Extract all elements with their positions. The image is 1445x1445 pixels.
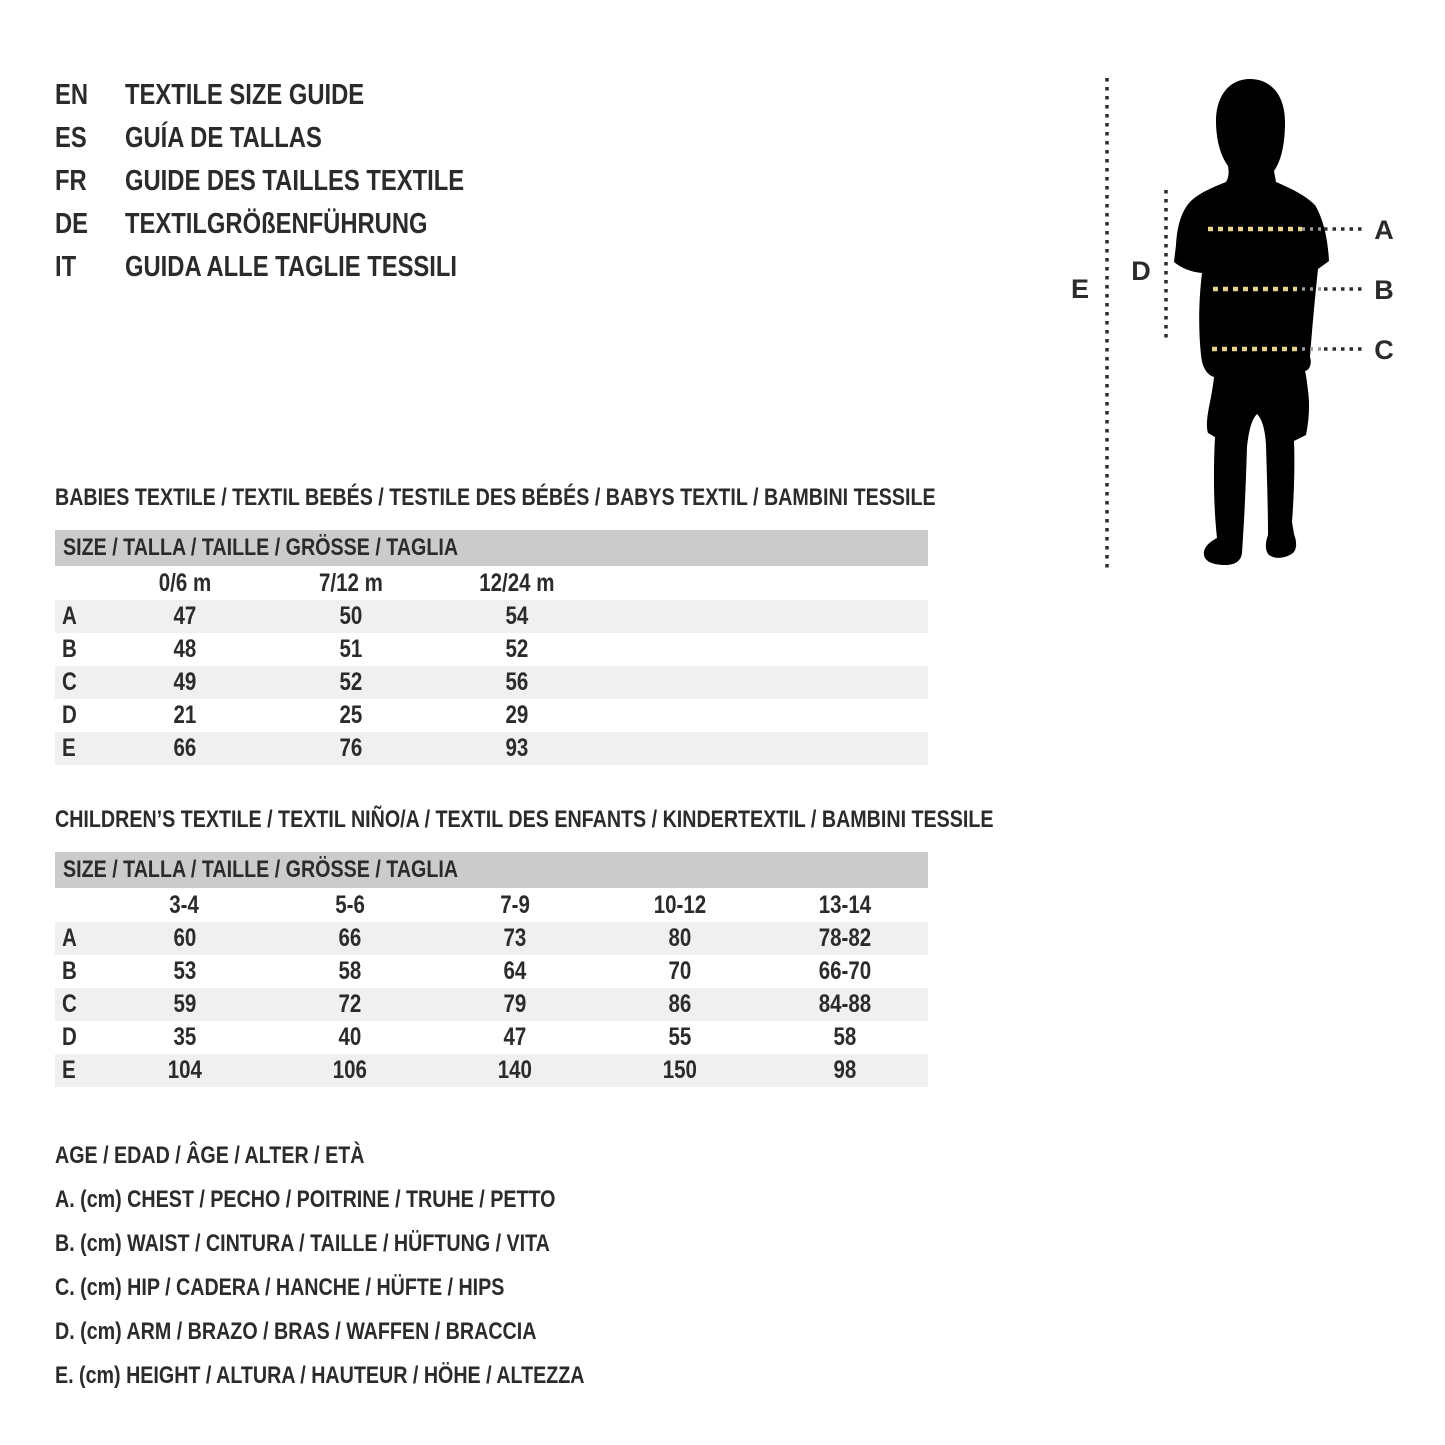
table-cell: 29 bbox=[505, 701, 529, 729]
row-label: B bbox=[62, 957, 77, 985]
table-row-d bbox=[55, 1021, 928, 1054]
page-title-es: GUÍA DE TALLAS bbox=[125, 122, 322, 154]
language-code: EN bbox=[55, 79, 89, 111]
table-cell: 54 bbox=[505, 602, 529, 630]
table-cell: 73 bbox=[503, 924, 527, 952]
babies-size-table bbox=[55, 530, 928, 765]
row-label: C bbox=[62, 990, 77, 1018]
table-cell: 66 bbox=[173, 734, 197, 762]
legend-item-hip: C. (cm) HIP / CADERA / HANCHE / HÜFTE / HIPS bbox=[55, 1274, 505, 1301]
table-cell: 58 bbox=[338, 957, 362, 985]
table-cell: 78-82 bbox=[819, 924, 872, 952]
row-label: C bbox=[62, 668, 77, 696]
figure-label-a: A bbox=[1374, 215, 1394, 245]
column-header: 7/12 m bbox=[319, 568, 383, 597]
page-title-en: TEXTILE SIZE GUIDE bbox=[125, 79, 365, 111]
language-row-de bbox=[55, 203, 539, 246]
table-cell: 66-70 bbox=[819, 957, 872, 985]
legend-item-height: E. (cm) HEIGHT / ALTURA / HAUTEUR / HÖHE / ALTEZZA bbox=[55, 1362, 585, 1389]
table-cell: 52 bbox=[339, 668, 363, 696]
legend-item-waist: B. (cm) WAIST / CINTURA / TAILLE / HÜFTUNG / VITA bbox=[55, 1230, 550, 1257]
legend-age-line: AGE / EDAD / ÂGE / ALTER / ETÀ bbox=[55, 1142, 365, 1169]
language-row-it bbox=[55, 246, 539, 289]
table-cell: 106 bbox=[332, 1056, 367, 1084]
table-cell: 58 bbox=[833, 1023, 857, 1051]
table-cell: 50 bbox=[339, 602, 363, 630]
language-row-fr bbox=[55, 160, 539, 203]
row-label: A bbox=[62, 924, 77, 952]
table-cell: 55 bbox=[668, 1023, 692, 1051]
page-title-it: GUIDA ALLE TAGLIE TESSILI bbox=[125, 251, 458, 283]
table-cell: 84-88 bbox=[819, 990, 872, 1018]
figure-label-b: B bbox=[1374, 275, 1394, 305]
table-row-e bbox=[55, 1054, 928, 1087]
column-header: 7-9 bbox=[500, 890, 530, 919]
table-row-d bbox=[55, 699, 928, 732]
table-cell: 64 bbox=[503, 957, 527, 985]
table-cell: 21 bbox=[173, 701, 197, 729]
table-row-b bbox=[55, 955, 928, 988]
table-cell: 56 bbox=[505, 668, 529, 696]
table-cell: 66 bbox=[338, 924, 362, 952]
legend-item-chest: A. (cm) CHEST / PECHO / POITRINE / TRUHE / PETTO bbox=[55, 1186, 556, 1213]
figure-label-c: C bbox=[1374, 335, 1394, 365]
table-row-c bbox=[55, 666, 928, 699]
language-code: ES bbox=[55, 122, 87, 154]
language-row-es bbox=[55, 117, 539, 160]
babies-column-header-row bbox=[55, 566, 928, 600]
table-cell: 70 bbox=[668, 957, 692, 985]
measurement-figure bbox=[1040, 60, 1445, 600]
children-section-title: CHILDREN’S TEXTILE / TEXTIL NIÑO/A / TEXTIL DES ENFANTS / KINDERTEXTIL / BAMBINI TESSILE bbox=[55, 806, 994, 833]
table-cell: 104 bbox=[167, 1056, 202, 1084]
table-cell: 86 bbox=[668, 990, 692, 1018]
row-label: A bbox=[62, 602, 77, 630]
column-header: 3-4 bbox=[169, 890, 200, 919]
row-label: D bbox=[62, 701, 77, 729]
table-cell: 51 bbox=[339, 635, 363, 663]
babies-section-title: BABIES TEXTILE / TEXTIL BEBÉS / TESTILE DES BÉBÉS / BABYS TEXTIL / BAMBINI TESSILE bbox=[55, 484, 936, 511]
page-title-fr: GUIDE DES TAILLES TEXTILE bbox=[125, 165, 465, 197]
row-label: E bbox=[62, 1056, 76, 1084]
table-row-c bbox=[55, 988, 928, 1021]
language-code: IT bbox=[55, 251, 77, 283]
column-header: 5-6 bbox=[334, 890, 365, 919]
table-cell: 47 bbox=[173, 602, 197, 630]
table-cell: 49 bbox=[173, 668, 197, 696]
table-row-a bbox=[55, 922, 928, 955]
figure-label-e: E bbox=[1070, 274, 1090, 304]
page-title-de: TEXTILGRÖßENFÜHRUNG bbox=[125, 208, 428, 240]
table-cell: 60 bbox=[173, 924, 196, 952]
measurement-legend bbox=[55, 1134, 701, 1398]
table-cell: 79 bbox=[503, 990, 527, 1018]
table-cell: 52 bbox=[505, 635, 529, 663]
table-cell: 98 bbox=[833, 1056, 857, 1084]
table-cell: 59 bbox=[173, 990, 196, 1018]
table-row-b bbox=[55, 633, 928, 666]
column-header: 13-14 bbox=[819, 890, 872, 919]
table-cell: 140 bbox=[497, 1056, 532, 1084]
table-cell: 76 bbox=[339, 734, 363, 762]
table-cell: 40 bbox=[338, 1023, 362, 1051]
language-code: FR bbox=[55, 165, 87, 197]
column-header: 0/6 m bbox=[158, 568, 212, 597]
language-row-en bbox=[55, 74, 539, 117]
table-cell: 48 bbox=[173, 635, 197, 663]
row-label: B bbox=[62, 635, 77, 663]
table-cell: 80 bbox=[668, 924, 692, 952]
child-silhouette-image bbox=[1174, 79, 1329, 565]
language-code: DE bbox=[55, 208, 89, 240]
size-header-text: SIZE / TALLA / TAILLE / GRÖSSE / TAGLIA bbox=[63, 534, 459, 561]
legend-item-arm: D. (cm) ARM / BRAZO / BRAS / WAFFEN / BRACCIA bbox=[55, 1318, 537, 1345]
table-row-e bbox=[55, 732, 928, 765]
table-row-a bbox=[55, 600, 928, 633]
figure-label-d: D bbox=[1131, 256, 1151, 286]
size-header-text: SIZE / TALLA / TAILLE / GRÖSSE / TAGLIA bbox=[63, 856, 459, 883]
table-cell: 93 bbox=[505, 734, 529, 762]
children-column-header-row bbox=[55, 888, 928, 922]
row-label: D bbox=[62, 1023, 77, 1051]
table-cell: 72 bbox=[338, 990, 362, 1018]
column-header: 12/24 m bbox=[479, 568, 555, 597]
column-header: 10-12 bbox=[653, 890, 707, 919]
table-cell: 35 bbox=[173, 1023, 196, 1051]
children-size-header-bar bbox=[55, 852, 928, 888]
row-label: E bbox=[62, 734, 76, 762]
babies-size-header-bar bbox=[55, 530, 928, 566]
table-cell: 150 bbox=[663, 1056, 698, 1084]
language-title-list bbox=[55, 74, 539, 289]
table-cell: 53 bbox=[173, 957, 196, 985]
table-cell: 25 bbox=[339, 701, 363, 729]
table-cell: 47 bbox=[503, 1023, 527, 1051]
children-size-table bbox=[55, 852, 928, 1087]
